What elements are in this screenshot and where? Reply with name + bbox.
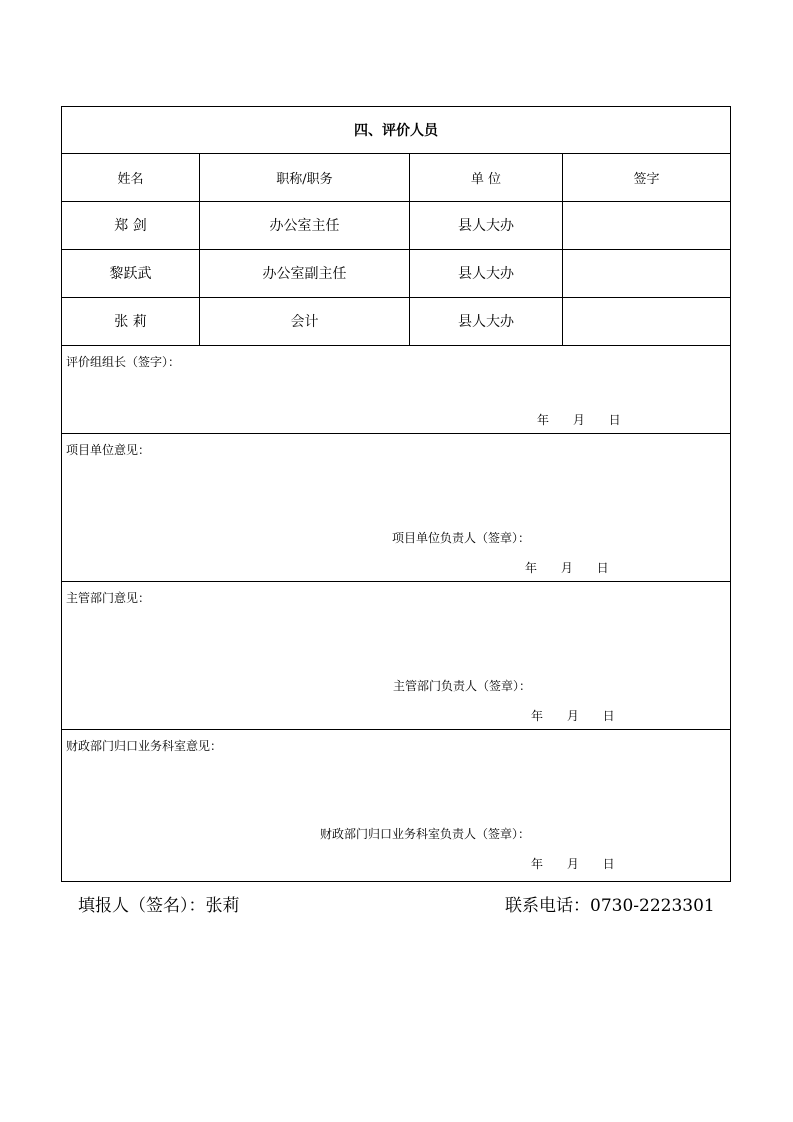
row-unit: 县人大办 xyxy=(410,201,563,249)
leader-label: 评价组组长（签字）： xyxy=(66,355,181,369)
row-title: 办公室主任 xyxy=(200,201,410,249)
table-row xyxy=(62,297,730,346)
finance-opinion-date: 年 月 日 xyxy=(531,857,615,871)
leader-signature-section[interactable] xyxy=(62,345,730,434)
row-signature[interactable] xyxy=(563,201,730,249)
unit-opinion-label: 项目单位意见： xyxy=(66,443,151,457)
finance-opinion-section[interactable] xyxy=(62,729,730,881)
row-name: 黎跃武 xyxy=(62,249,200,297)
header-title: 职称/职务 xyxy=(200,153,410,201)
header-name: 姓名 xyxy=(62,153,200,201)
finance-opinion-label: 财政部门归口业务科室意见： xyxy=(66,739,223,753)
header-unit: 单 位 xyxy=(410,153,563,201)
row-signature[interactable] xyxy=(563,297,730,345)
table-row xyxy=(62,249,730,298)
header-signature: 签字 xyxy=(633,171,660,187)
unit-signer-label: 项目单位负责人（签章）： xyxy=(392,531,531,545)
row-signature[interactable] xyxy=(563,249,730,297)
finance-signer-label: 财政部门归口业务科室负责人（签章）： xyxy=(320,827,531,841)
row-unit: 县人大办 xyxy=(410,297,563,345)
row-title: 办公室副主任 xyxy=(200,249,410,297)
row-name: 张 莉 xyxy=(62,297,200,345)
leader-date: 年 月 日 xyxy=(537,413,621,427)
filler-signature: 填报人（签名）：张莉 xyxy=(78,896,240,916)
unit-opinion-date: 年 月 日 xyxy=(525,561,609,575)
unit-opinion-section[interactable] xyxy=(62,433,730,582)
evaluation-form xyxy=(61,106,731,882)
section-title: 四、评价人员 xyxy=(62,107,730,154)
dept-opinion-date: 年 月 日 xyxy=(531,709,615,723)
contact-phone: 联系电话：0730-2223301 xyxy=(505,896,715,916)
dept-opinion-label: 主管部门意见： xyxy=(66,591,151,605)
table-header-row xyxy=(62,153,730,202)
dept-signer-label: 主管部门负责人（签章）： xyxy=(393,679,532,693)
table-row xyxy=(62,201,730,250)
row-title: 会计 xyxy=(200,297,410,345)
dept-opinion-section[interactable] xyxy=(62,581,730,730)
row-unit: 县人大办 xyxy=(410,249,563,297)
row-name: 郑 剑 xyxy=(62,201,200,249)
